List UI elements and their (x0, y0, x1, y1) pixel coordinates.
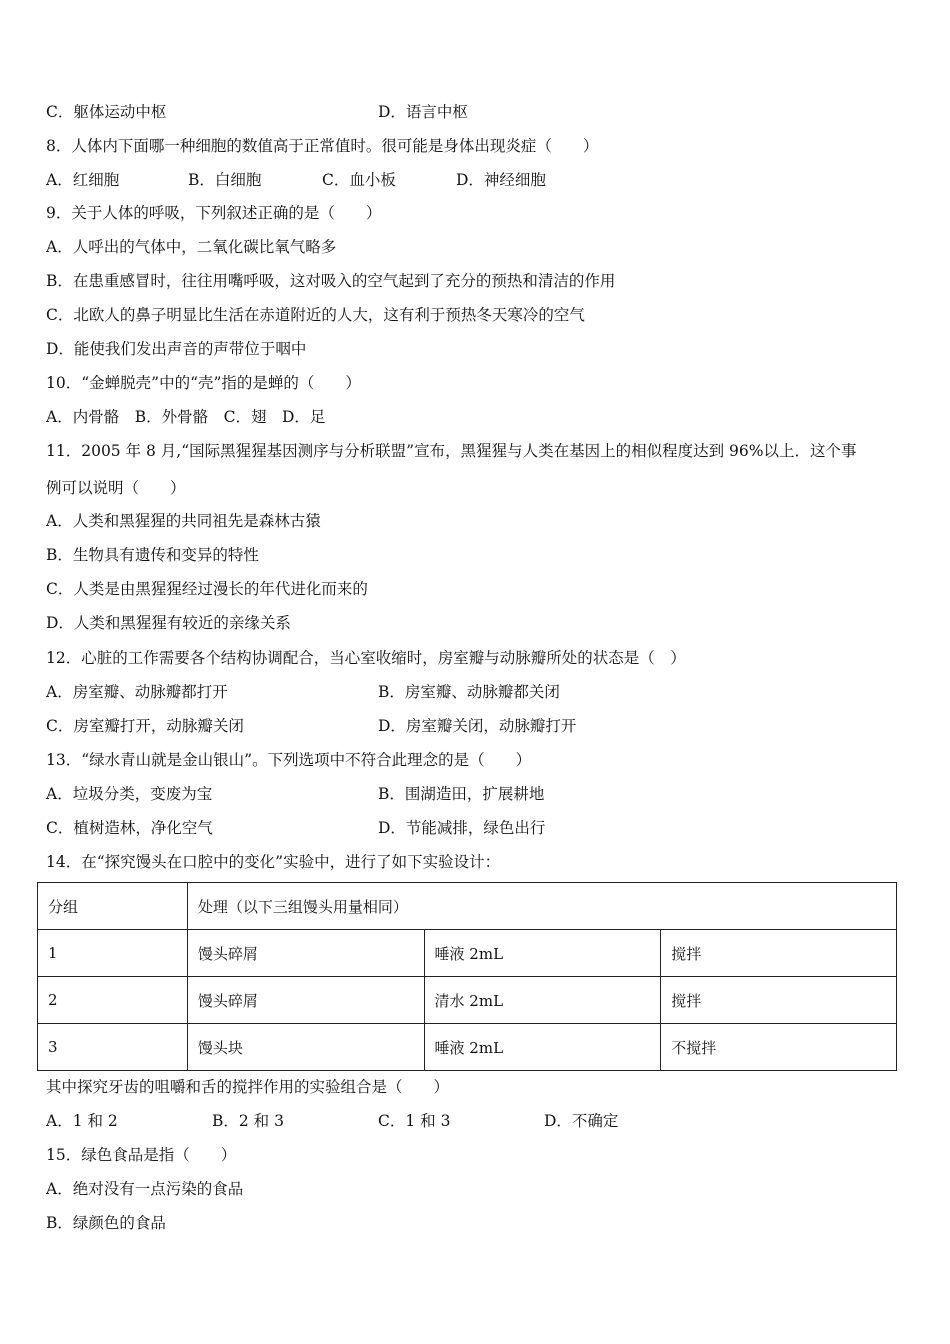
q12-option-b: B．房室瓣、动脉瓣都关闭 (378, 683, 560, 701)
q14-follow-question: 其中探究牙齿的咀嚼和舌的搅拌作用的实验组合是（ ） (46, 1078, 450, 1096)
q13-option-b: B．围湖造田，扩展耕地 (378, 785, 545, 803)
q11-option-c: C．人类是由黑猩猩经过漫长的年代进化而来的 (46, 580, 368, 598)
q13-option-d: D．节能减排，绿色出行 (378, 819, 546, 837)
q7-option-c: C．躯体运动中枢 (46, 103, 167, 121)
table-cell: 馒头碎屑 (187, 977, 424, 1024)
table-cell: 清水 2mL (424, 977, 661, 1024)
table-cell: 搅拌 (661, 930, 897, 977)
q11-stem-line2: 例可以说明（ ） (46, 479, 186, 497)
q12-stem: 12．心脏的工作需要各个结构协调配合，当心室收缩时，房室瓣与动脉瓣所处的状态是（ ） (46, 649, 686, 667)
q12-option-d: D．房室瓣关闭，动脉瓣打开 (378, 717, 577, 735)
q14-option-c: C．1 和 3 (378, 1112, 451, 1130)
q14-stem: 14．在“探究馒头在口腔中的变化”实验中，进行了如下实验设计： (46, 853, 501, 871)
experiment-table (37, 882, 897, 1071)
q13-stem: 13．“绿水青山就是金山银山”。下列选项中不符合此理念的是（ ） (46, 751, 532, 769)
table-cell: 1 (38, 930, 188, 977)
table-cell: 唾液 2mL (424, 1024, 661, 1071)
q11-option-d: D．人类和黑猩猩有较近的亲缘关系 (46, 614, 291, 632)
table-row (38, 1024, 897, 1071)
q9-stem: 9．关于人体的呼吸，下列叙述正确的是（ ） (46, 204, 382, 222)
table-cell: 2 (38, 977, 188, 1024)
q9-option-a: A．人呼出的气体中，二氧化碳比氧气略多 (46, 238, 337, 256)
q14-option-b: B．2 和 3 (212, 1112, 284, 1130)
q7-option-d: D．语言中枢 (378, 103, 468, 121)
q8-option-b: B．白细胞 (188, 171, 262, 189)
q15-option-b: B．绿颜色的食品 (46, 1214, 166, 1232)
q11-option-a: A．人类和黑猩猩的共同祖先是森林古猿 (46, 512, 321, 530)
q8-stem: 8．人体内下面哪一种细胞的数值高于正常值时。很可能是身体出现炎症（ ） (46, 137, 599, 155)
q12-option-c: C．房室瓣打开，动脉瓣关闭 (46, 717, 244, 735)
q9-option-c: C．北欧人的鼻子明显比生活在赤道附近的人大，这有利于预热冬天寒冷的空气 (46, 306, 585, 324)
table-header-cell: 处理（以下三组馒头用量相同） (187, 883, 896, 930)
q14-option-d: D．不确定 (544, 1112, 619, 1130)
table-row (38, 930, 897, 977)
q11-option-b: B．生物具有遗传和变异的特性 (46, 546, 259, 564)
q8-option-d: D．神经细胞 (456, 171, 546, 189)
table-header-cell: 分组 (38, 883, 188, 930)
q9-option-b: B．在患重感冒时，往往用嘴呼吸，这对吸入的空气起到了充分的预热和清洁的作用 (46, 272, 616, 290)
q13-option-c: C．植树造林，净化空气 (46, 819, 213, 837)
q15-stem: 15．绿色食品是指（ ） (46, 1146, 237, 1164)
table-cell: 馒头碎屑 (187, 930, 424, 977)
table-cell: 不搅拌 (661, 1024, 897, 1071)
q11-stem-line1: 11．2005 年 8 月,“国际黑猩猩基因测序与分析联盟”宣布，黑猩猩与人类在基因上的相似程度达到 96%以上．这个事 (46, 442, 857, 460)
q10-options: A．内骨骼 B．外骨骼 C．翅 D．足 (46, 408, 326, 426)
q13-option-a: A．垃圾分类，变废为宝 (46, 785, 213, 803)
table-header-row (38, 883, 897, 930)
table-cell: 3 (38, 1024, 188, 1071)
q12-option-a: A．房室瓣、动脉瓣都打开 (46, 683, 228, 701)
q8-option-a: A．红细胞 (46, 171, 120, 189)
q8-option-c: C．血小板 (322, 171, 396, 189)
q10-stem: 10．“金蝉脱壳”中的“壳”指的是蝉的（ ） (46, 374, 361, 392)
table-row (38, 977, 897, 1024)
table-cell: 馒头块 (187, 1024, 424, 1071)
table-cell: 搅拌 (661, 977, 897, 1024)
table-cell: 唾液 2mL (424, 930, 661, 977)
q9-option-d: D．能使我们发出声音的声带位于咽中 (46, 340, 307, 358)
q15-option-a: A．绝对没有一点污染的食品 (46, 1180, 244, 1198)
q14-option-a: A．1 和 2 (46, 1112, 118, 1130)
